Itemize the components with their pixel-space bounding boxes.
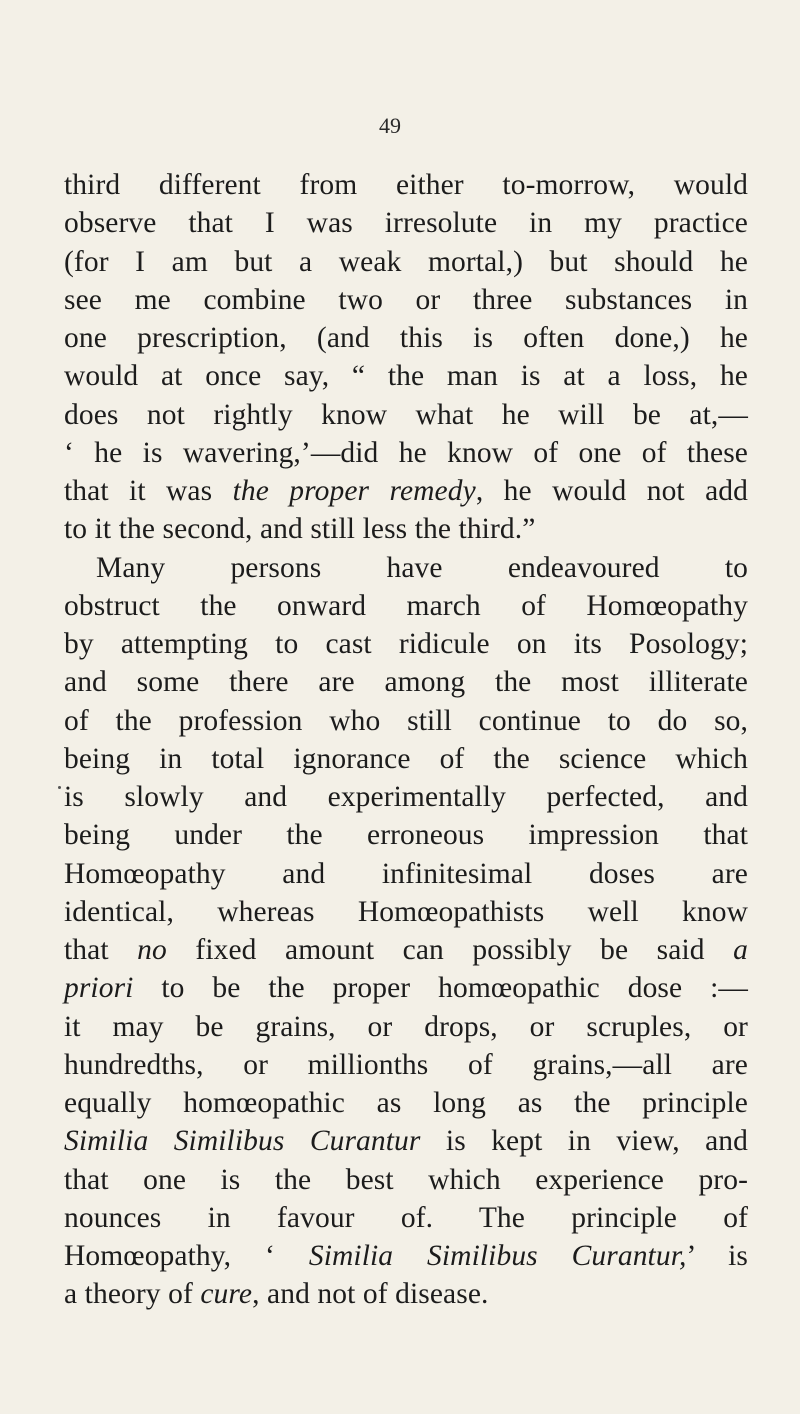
text-line	[64, 1084, 748, 1122]
text-line	[64, 1046, 748, 1084]
text-line	[64, 243, 748, 281]
text-line	[64, 969, 748, 1007]
text-run: to it the second, and still less the third.”	[64, 513, 536, 546]
text-run: a theory of	[64, 1278, 201, 1311]
text-run: does not rightly know what he will be at,—	[64, 398, 748, 431]
italic-text: Similia Similibus Curantur,	[308, 1240, 687, 1272]
text-line	[64, 357, 748, 395]
text-run: Homœopathy, ‘	[64, 1240, 309, 1272]
text-run: Homœopathy and infinitesimal doses are	[64, 857, 748, 890]
text-run: that it was	[64, 475, 233, 507]
text-run: is kept in view, and	[420, 1125, 748, 1158]
text-line	[64, 702, 748, 740]
text-line	[64, 281, 748, 319]
text-run: ’ is	[686, 1240, 749, 1272]
text-line	[64, 434, 748, 472]
text-run: third different from either to-morrow, would	[64, 169, 748, 201]
text-line	[64, 816, 748, 854]
text-line	[64, 1199, 748, 1237]
text-line	[64, 396, 748, 434]
text-run: hundredths, or millionths of grains,—all are	[64, 1048, 748, 1081]
text-line	[64, 166, 748, 204]
text-run: to be the proper homœopathic dose :—	[133, 972, 748, 1005]
text-run: ‘ he is wavering,’—did he know of one of these	[64, 436, 748, 469]
text-run: see me combine two or three substances in	[64, 283, 748, 316]
text-line	[64, 1161, 748, 1199]
italic-text: no	[137, 934, 167, 966]
text-line	[64, 931, 748, 969]
text-run: fixed amount can possibly be said	[166, 934, 734, 966]
text-line	[64, 1275, 748, 1313]
text-run: is slowly and experimentally perfected, and	[64, 781, 748, 813]
text-run: would at once say, “ the man is at a loss, he	[64, 360, 748, 393]
text-run: and some there are among the most illiterate	[64, 666, 748, 699]
text-line	[64, 510, 748, 548]
text-run: one prescription, (and this is often done,) he	[64, 322, 748, 354]
italic-text: priori	[64, 972, 134, 1005]
text-run: that	[64, 934, 138, 966]
text-run: being under the erroneous impression that	[64, 819, 748, 852]
italic-text: a	[733, 934, 748, 966]
text-run: identical, whereas Homœopathists well know	[64, 895, 748, 928]
italic-text: Similia Similibus Curantur	[64, 1125, 421, 1158]
text-line	[64, 587, 748, 625]
text-run: Many persons have endeavoured to	[96, 551, 748, 584]
text-line	[64, 663, 748, 701]
text-run: that one is the best which experience pro-	[64, 1163, 748, 1196]
text-line	[64, 625, 748, 663]
text-line	[64, 740, 748, 778]
text-line	[64, 1237, 748, 1275]
italic-text: the proper remedy	[232, 475, 476, 507]
text-line	[64, 319, 748, 357]
page-number: 49	[379, 113, 401, 138]
text-run: observe that I was irresolute in my practice	[64, 207, 748, 240]
text-run: it may be grains, or drops, or scruples, or	[64, 1010, 748, 1043]
text-run: obstruct the onward march of Homœopathy	[64, 589, 748, 622]
text-run: , and not of disease.	[252, 1278, 489, 1311]
text-line	[64, 472, 748, 510]
italic-text: cure	[200, 1278, 253, 1311]
text-run: equally homœopathic as long as the principle	[64, 1087, 748, 1119]
text-run: being in total ignorance of the science which	[64, 742, 748, 775]
text-run: nounces in favour of. The principle of	[64, 1201, 748, 1234]
text-line	[64, 855, 748, 893]
text-run: by attempting to cast ridicule on its Posology;	[64, 628, 748, 660]
text-line	[64, 549, 748, 587]
text-line	[64, 204, 748, 242]
text-line	[64, 1122, 748, 1160]
stray-ink-mark	[58, 786, 61, 789]
text-line	[64, 1008, 748, 1046]
text-line	[64, 893, 748, 931]
text-run: , he would not add	[475, 475, 749, 507]
body-text	[64, 166, 748, 1314]
text-run: of the profession who still continue to do so,	[64, 704, 748, 737]
text-line	[64, 778, 748, 816]
text-run: (for I am but a weak mortal,) but should he	[64, 245, 748, 278]
